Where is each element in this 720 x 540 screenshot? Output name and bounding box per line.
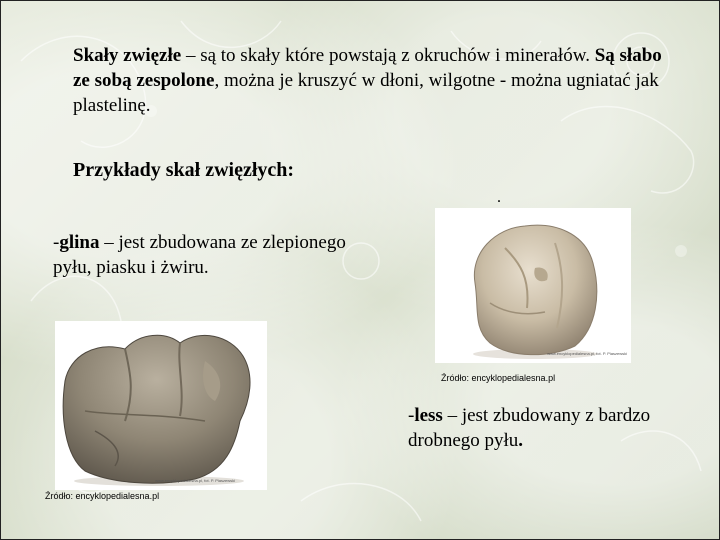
loess-rock-photo	[55, 321, 267, 490]
stray-mark: .	[497, 189, 501, 206]
definition-text: – są to skały które powstają z okruchów i minerałów.	[181, 45, 595, 66]
less-description	[408, 403, 708, 453]
glina-prefix: -	[53, 232, 60, 253]
examples-heading: Przykłady skał zwięzłych:	[73, 159, 295, 181]
loess-rock-image	[55, 321, 267, 490]
clay-rock-image	[435, 208, 631, 363]
less-definition: – jest zbudowany z bardzo drobnego pyłu	[408, 405, 651, 451]
glina-description	[53, 230, 353, 280]
glina-term: glina	[59, 232, 100, 253]
less-prefix: -	[408, 405, 415, 426]
photo-watermark: www.encyklopedialesna.pl, fot. P. Piaszewski	[155, 478, 235, 483]
less-term: less	[414, 405, 443, 426]
glina-definition: – jest zbudowana ze zlepionego pyłu, piasku i żwiru.	[53, 232, 346, 278]
less-end-mark: .	[518, 430, 524, 451]
definition-rest: , można je kruszyć w dłoni, wilgotne - można ugniatać jak plastelinę.	[73, 70, 659, 116]
clay-rock-photo	[435, 208, 631, 363]
photo-source-caption: Źródło: encyklopedialesna.pl	[45, 491, 160, 501]
photo-source-caption: Źródło: encyklopedialesna.pl	[441, 373, 556, 383]
photo-watermark: www.encyklopedialesna.pl, fot. P. Piaszewski	[547, 351, 627, 356]
definition-paragraph	[73, 43, 673, 118]
term-skaly-zwiezle: Skały zwięzłe	[73, 45, 182, 66]
bold-phrase: Są słabo ze sobą zespolone	[73, 45, 662, 91]
